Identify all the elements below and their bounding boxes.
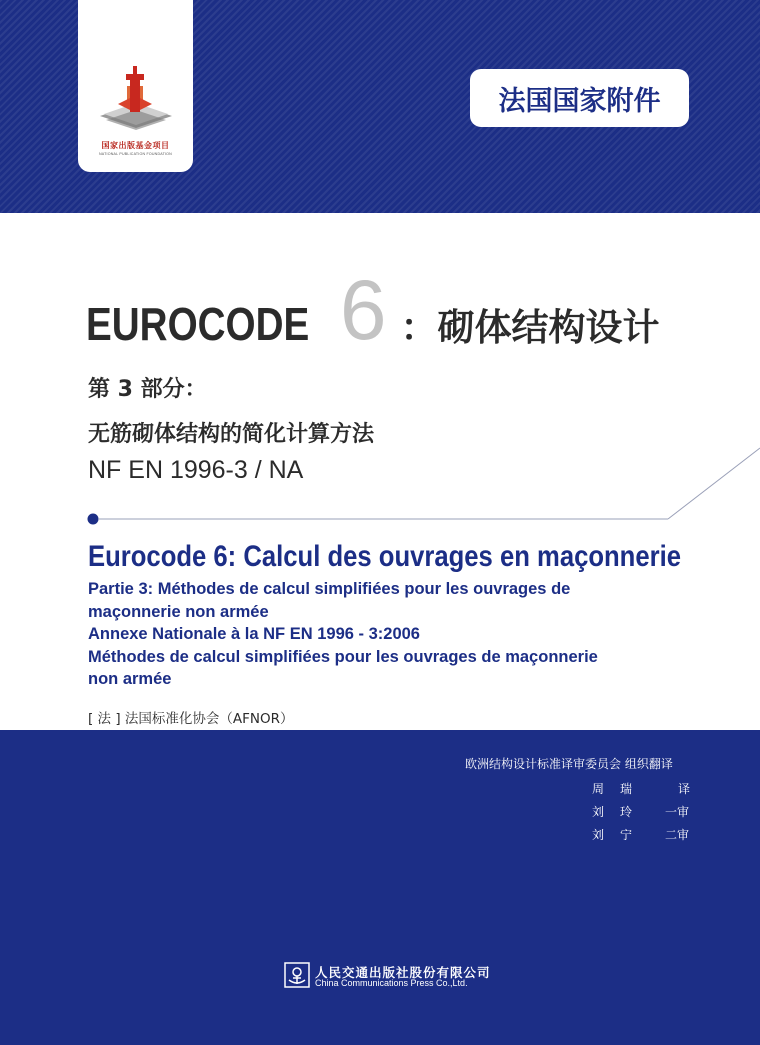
translator-role: 译 [678,782,691,796]
subtitle-cn: 无筋砌体结构的简化计算方法 [88,422,375,447]
french-line: non armée [88,670,172,688]
part-label: 第 3 部分： [88,377,207,402]
logo-text-cn: 国家出版基金项目 [101,140,170,150]
translator-name: 刘玲 [592,805,649,819]
logo-text-en: NATIONAL PUBLICATION FOUNDATION [99,152,172,156]
book-tower-icon [96,64,176,136]
translator-row [0,826,760,844]
french-line: Méthodes de calcul simplifiées pour les ouvrages de maçonnerie [88,647,598,666]
translation-organization: 欧洲结构设计标准译审委员会 组织翻译 [465,757,673,771]
french-line: maçonnerie non armée [88,602,269,621]
publisher-logo-icon [284,962,310,988]
translator-role: 二审 [665,828,690,842]
publisher-name-cn: 人民交通出版社股份有限公司 [315,965,491,980]
translator-role: 一审 [665,805,690,819]
standard-code: NF EN 1996-3 / NA [88,456,304,484]
publication-foundation-logo [78,0,193,172]
french-line: Annexe Nationale à la NF EN 1996 - 3:2006 [88,625,420,643]
title-number: 6 [339,263,387,357]
main-title [86,262,660,357]
title-cn: ：砌体结构设计 [400,306,660,349]
translator-row [0,803,760,821]
translator-name: 刘宁 [592,828,649,842]
annex-badge: 法国国家附件 [470,69,689,127]
french-line: Partie 3: Méthodes de calcul simplifiées pour les ouvrages de [88,580,571,598]
divider-line [0,440,760,540]
french-title: Eurocode 6: Calcul des ouvrages en maçonnerie [88,540,681,573]
title-eurocode: EUROCODE [86,298,310,350]
french-subtitle [88,578,708,691]
publisher-name-en: China Communications Press Co.,Ltd. [315,978,468,988]
author: [ 法 ] 法国标准化协会（AFNOR） [88,711,294,727]
footer-band [0,730,760,1045]
translator-row [0,780,760,798]
translator-name: 周瑞 [592,782,649,796]
